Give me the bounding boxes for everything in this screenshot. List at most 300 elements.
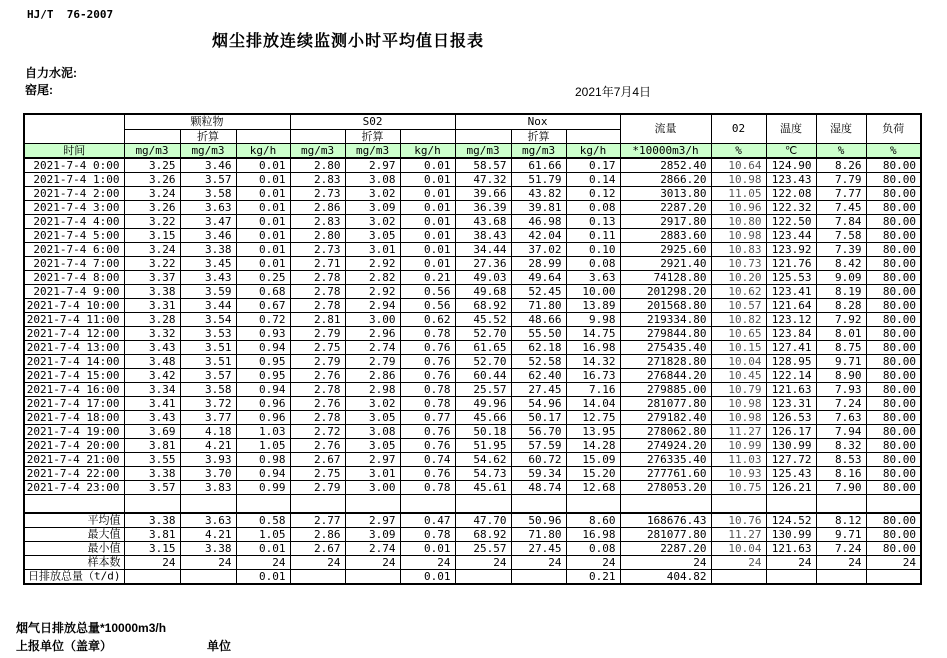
time-cell: 2021-7-4 6:00	[24, 243, 124, 257]
value-cell: 3.46	[180, 229, 236, 243]
value-cell: 10.04	[711, 541, 766, 555]
value-cell: 16.98	[566, 527, 620, 541]
company-label: 自力水泥:	[25, 66, 77, 80]
blank-cell	[711, 495, 766, 513]
data-row	[24, 243, 921, 257]
value-cell: 2.74	[345, 541, 400, 555]
value-cell: 0.62	[400, 313, 455, 327]
value-cell: 2.86	[290, 201, 345, 215]
value-cell: 42.04	[511, 229, 566, 243]
value-cell: 80.00	[866, 271, 921, 285]
page-title: 烟尘排放连续监测小时平均值日报表	[212, 33, 485, 50]
value-cell: 24	[400, 555, 455, 569]
value-cell: 3.43	[124, 411, 180, 425]
value-cell: 125.53	[766, 271, 816, 285]
value-cell: 7.24	[816, 397, 866, 411]
value-cell: 0.01	[400, 173, 455, 187]
value-cell: 4.21	[180, 439, 236, 453]
time-cell: 2021-7-4 23:00	[24, 481, 124, 495]
value-cell: 0.78	[400, 397, 455, 411]
value-cell: 8.53	[816, 453, 866, 467]
value-cell: 8.26	[816, 158, 866, 173]
value-cell: 2.82	[345, 271, 400, 285]
value-cell: 3.46	[180, 158, 236, 173]
value-cell: 2.92	[345, 257, 400, 271]
value-cell: 24	[511, 555, 566, 569]
value-cell: 10.04	[711, 355, 766, 369]
value-cell: 201298.20	[620, 285, 711, 299]
value-cell: 0.01	[400, 215, 455, 229]
value-cell: 9.71	[816, 355, 866, 369]
value-cell: 3.77	[180, 411, 236, 425]
value-cell: 0.01	[400, 541, 455, 555]
value-cell: 56.70	[511, 425, 566, 439]
value-cell: 277761.60	[620, 467, 711, 481]
value-cell: 2.97	[345, 513, 400, 528]
data-row	[24, 313, 921, 327]
value-cell: 2.74	[345, 341, 400, 355]
value-cell: 24	[290, 555, 345, 569]
value-cell: 0.01	[400, 201, 455, 215]
value-cell: 3.81	[124, 527, 180, 541]
value-cell: 123.12	[766, 313, 816, 327]
value-cell: 49.96	[455, 397, 511, 411]
value-cell: 8.90	[816, 369, 866, 383]
value-cell: 0.01	[400, 187, 455, 201]
value-cell: 0.10	[566, 243, 620, 257]
value-cell: 3.72	[180, 397, 236, 411]
value-cell: 3.09	[345, 201, 400, 215]
time-cell: 2021-7-4 11:00	[24, 313, 124, 327]
value-cell: 2.98	[345, 383, 400, 397]
value-cell: 39.66	[455, 187, 511, 201]
value-cell: 122.14	[766, 369, 816, 383]
value-cell: 2.80	[290, 229, 345, 243]
value-cell: 3.41	[124, 397, 180, 411]
value-cell	[124, 569, 180, 584]
unit-cell: kg/h	[566, 143, 620, 158]
value-cell: 80.00	[866, 369, 921, 383]
value-cell: 3.22	[124, 215, 180, 229]
value-cell: 2925.60	[620, 243, 711, 257]
data-row	[24, 187, 921, 201]
value-cell: 0.94	[236, 383, 290, 397]
value-cell: 2.67	[290, 541, 345, 555]
value-cell: 2.78	[290, 271, 345, 285]
value-cell: 7.94	[816, 425, 866, 439]
value-cell: 80.00	[866, 527, 921, 541]
value-cell: 11.27	[711, 425, 766, 439]
value-cell: 0.76	[400, 369, 455, 383]
value-cell: 3.63	[566, 271, 620, 285]
value-cell: 279885.00	[620, 383, 711, 397]
value-cell: 2.78	[290, 411, 345, 425]
blank-cell	[236, 495, 290, 513]
unit-label: 单位	[207, 639, 232, 653]
value-cell: 80.00	[866, 187, 921, 201]
value-cell: 2.80	[290, 158, 345, 173]
summary-label-cell	[24, 569, 124, 584]
value-cell: 0.78	[400, 383, 455, 397]
value-cell: 3.24	[124, 187, 180, 201]
value-cell: 49.03	[455, 271, 511, 285]
value-cell: 125.43	[766, 467, 816, 481]
value-cell: 10.45	[711, 369, 766, 383]
value-cell: 3.48	[124, 355, 180, 369]
value-cell: 80.00	[866, 243, 921, 257]
value-cell: 7.63	[816, 411, 866, 425]
value-cell: 24	[620, 555, 711, 569]
time-cell: 2021-7-4 12:00	[24, 327, 124, 341]
value-cell: 24	[124, 555, 180, 569]
value-cell: 1.05	[236, 439, 290, 453]
value-cell: 2.96	[345, 327, 400, 341]
value-cell: 2.86	[290, 527, 345, 541]
value-cell: 52.70	[455, 355, 511, 369]
value-cell: 27.45	[511, 383, 566, 397]
value-cell: 2287.20	[620, 201, 711, 215]
value-cell: 10.75	[711, 481, 766, 495]
value-cell: 7.58	[816, 229, 866, 243]
value-cell: 3.08	[345, 173, 400, 187]
value-cell: 3.57	[124, 481, 180, 495]
value-cell: 2.73	[290, 187, 345, 201]
value-cell: 3.00	[345, 481, 400, 495]
value-cell: 3.05	[345, 439, 400, 453]
value-cell: 3.09	[345, 527, 400, 541]
value-cell: 0.17	[566, 158, 620, 173]
time-cell: 2021-7-4 9:00	[24, 285, 124, 299]
value-cell: 2.81	[290, 313, 345, 327]
value-cell: 10.99	[711, 439, 766, 453]
unit-cell: kg/h	[236, 143, 290, 158]
unit-cell: mg/m3	[511, 143, 566, 158]
time-cell: 2021-7-4 14:00	[24, 355, 124, 369]
value-cell: 3.25	[124, 158, 180, 173]
value-cell: 124.52	[766, 513, 816, 528]
header-spacer	[400, 129, 455, 143]
blank-cell	[511, 495, 566, 513]
value-cell: 4.18	[180, 425, 236, 439]
value-cell: 0.56	[400, 285, 455, 299]
value-cell: 10.98	[711, 397, 766, 411]
summary-label: 样本数	[87, 555, 121, 569]
time-header: 时间	[24, 143, 124, 158]
value-cell: 9.71	[816, 527, 866, 541]
value-cell: 80.00	[866, 313, 921, 327]
value-cell: 3.58	[180, 187, 236, 201]
value-cell: 68.92	[455, 299, 511, 313]
value-cell: 3.00	[345, 313, 400, 327]
table-body	[24, 158, 921, 584]
value-cell: 2.79	[290, 481, 345, 495]
blank-cell	[180, 495, 236, 513]
value-cell: 50.17	[511, 411, 566, 425]
value-cell: 9.98	[566, 313, 620, 327]
value-cell: 2917.80	[620, 215, 711, 229]
value-cell: 2.79	[290, 327, 345, 341]
value-cell: 3.57	[180, 369, 236, 383]
time-cell: 2021-7-4 13:00	[24, 341, 124, 355]
value-cell: 80.00	[866, 355, 921, 369]
value-cell: 0.21	[400, 271, 455, 285]
converted-label-nox: 折算	[511, 129, 566, 143]
summary-label-cell	[24, 541, 124, 555]
value-cell: 219334.80	[620, 313, 711, 327]
value-cell: 54.62	[455, 453, 511, 467]
blank-cell	[455, 495, 511, 513]
value-cell: 127.72	[766, 453, 816, 467]
value-cell: 130.99	[766, 439, 816, 453]
station-label: 窑尾:	[25, 83, 53, 97]
time-cell: 2021-7-4 2:00	[24, 187, 124, 201]
value-cell: 126.21	[766, 481, 816, 495]
unit-cell: %	[711, 143, 766, 158]
value-cell: 3.83	[180, 481, 236, 495]
value-cell: 54.73	[455, 467, 511, 481]
value-cell: 0.01	[236, 243, 290, 257]
value-cell: 0.01	[400, 229, 455, 243]
value-cell: 3.32	[124, 327, 180, 341]
blank-cell	[766, 495, 816, 513]
time-cell: 2021-7-4 1:00	[24, 173, 124, 187]
value-cell: 3.70	[180, 467, 236, 481]
header-spacer	[455, 129, 511, 143]
value-cell	[711, 569, 766, 584]
header-flow: 流量	[620, 114, 711, 143]
value-cell: 2.79	[345, 355, 400, 369]
value-cell: 80.00	[866, 215, 921, 229]
value-cell: 2.73	[290, 243, 345, 257]
summary-row	[24, 541, 921, 555]
value-cell: 7.93	[816, 383, 866, 397]
value-cell: 0.94	[236, 467, 290, 481]
value-cell: 3.59	[180, 285, 236, 299]
reporting-unit-label: 上报单位（盖章）	[16, 639, 113, 653]
header-spacer	[124, 129, 180, 143]
blank-cell	[866, 495, 921, 513]
value-cell: 3.31	[124, 299, 180, 313]
value-cell: 0.72	[236, 313, 290, 327]
value-cell: 0.01	[400, 243, 455, 257]
value-cell: 2.83	[290, 215, 345, 229]
value-cell: 7.45	[816, 201, 866, 215]
value-cell: 61.66	[511, 158, 566, 173]
blank-cell	[124, 495, 180, 513]
value-cell: 24	[455, 555, 511, 569]
data-row	[24, 397, 921, 411]
value-cell: 10.98	[711, 173, 766, 187]
value-cell: 0.14	[566, 173, 620, 187]
value-cell: 3.51	[180, 355, 236, 369]
summary-row	[24, 513, 921, 528]
group-header-nox: Nox	[455, 114, 620, 129]
value-cell: 62.18	[511, 341, 566, 355]
value-cell: 7.90	[816, 481, 866, 495]
value-cell: 52.45	[511, 285, 566, 299]
value-cell: 16.73	[566, 369, 620, 383]
header-o2: 02	[711, 114, 766, 143]
time-cell: 2021-7-4 21:00	[24, 453, 124, 467]
value-cell: 3.01	[345, 467, 400, 481]
blank-cell	[620, 495, 711, 513]
blank-cell	[345, 495, 400, 513]
value-cell: 10.79	[711, 383, 766, 397]
value-cell: 123.92	[766, 243, 816, 257]
value-cell: 8.60	[566, 513, 620, 528]
value-cell: 3.43	[180, 271, 236, 285]
value-cell: 274924.20	[620, 439, 711, 453]
data-row	[24, 327, 921, 341]
value-cell: 279844.80	[620, 327, 711, 341]
group-header-so2: S02	[290, 114, 455, 129]
value-cell: 123.44	[766, 229, 816, 243]
value-cell: 0.01	[236, 201, 290, 215]
value-cell: 3.43	[124, 341, 180, 355]
data-row	[24, 467, 921, 481]
value-cell: 34.44	[455, 243, 511, 257]
value-cell: 13.89	[566, 299, 620, 313]
value-cell: 10.93	[711, 467, 766, 481]
value-cell: 278053.20	[620, 481, 711, 495]
flue-gas-total-note: 烟气日排放总量*10000m3/h	[16, 621, 167, 635]
time-cell: 2021-7-4 17:00	[24, 397, 124, 411]
blank-cell	[400, 495, 455, 513]
value-cell: 10.98	[711, 229, 766, 243]
value-cell: 0.77	[400, 411, 455, 425]
value-cell: 281077.80	[620, 527, 711, 541]
value-cell: 58.57	[455, 158, 511, 173]
value-cell: 46.98	[511, 215, 566, 229]
data-row	[24, 425, 921, 439]
value-cell: 80.00	[866, 173, 921, 187]
value-cell: 10.65	[711, 327, 766, 341]
blank-cell	[566, 495, 620, 513]
value-cell: 0.98	[236, 453, 290, 467]
value-cell: 7.92	[816, 313, 866, 327]
time-cell: 2021-7-4 15:00	[24, 369, 124, 383]
value-cell: 60.72	[511, 453, 566, 467]
value-cell: 2.83	[290, 173, 345, 187]
value-cell: 3.81	[124, 439, 180, 453]
data-row	[24, 271, 921, 285]
data-row	[24, 411, 921, 425]
value-cell: 48.74	[511, 481, 566, 495]
value-cell: 45.52	[455, 313, 511, 327]
value-cell: 2.76	[290, 397, 345, 411]
value-cell: 57.59	[511, 439, 566, 453]
value-cell: 4.21	[180, 527, 236, 541]
value-cell: 51.79	[511, 173, 566, 187]
value-cell: 12.75	[566, 411, 620, 425]
data-row	[24, 229, 921, 243]
value-cell: 10.73	[711, 257, 766, 271]
value-cell: 71.80	[511, 527, 566, 541]
value-cell: 0.01	[236, 187, 290, 201]
value-cell: 60.44	[455, 369, 511, 383]
summary-row	[24, 569, 921, 584]
value-cell: 13.95	[566, 425, 620, 439]
value-cell: 24	[766, 555, 816, 569]
blank-cell	[24, 495, 124, 513]
value-cell	[290, 569, 345, 584]
value-cell: 16.98	[566, 341, 620, 355]
value-cell: 3.63	[180, 513, 236, 528]
value-cell: 0.25	[236, 271, 290, 285]
data-row	[24, 369, 921, 383]
value-cell: 276844.20	[620, 369, 711, 383]
value-cell: 3.44	[180, 299, 236, 313]
value-cell: 8.16	[816, 467, 866, 481]
unit-header-row	[24, 143, 921, 158]
value-cell: 7.77	[816, 187, 866, 201]
blank-cell	[290, 495, 345, 513]
value-cell: 10.98	[711, 411, 766, 425]
value-cell: 201568.80	[620, 299, 711, 313]
summary-row	[24, 555, 921, 569]
value-cell: 2.78	[290, 285, 345, 299]
value-cell: 0.78	[400, 527, 455, 541]
summary-label: 日排放总量（t/d)	[28, 569, 121, 583]
value-cell: 3.45	[180, 257, 236, 271]
value-cell: 3.22	[124, 257, 180, 271]
value-cell: 80.00	[866, 299, 921, 313]
value-cell: 7.16	[566, 383, 620, 397]
value-cell: 121.63	[766, 383, 816, 397]
data-row	[24, 355, 921, 369]
value-cell: 8.12	[816, 513, 866, 528]
value-cell: 0.21	[566, 569, 620, 584]
value-cell: 8.75	[816, 341, 866, 355]
value-cell: 0.95	[236, 369, 290, 383]
value-cell: 2.92	[345, 285, 400, 299]
value-cell: 14.04	[566, 397, 620, 411]
data-row	[24, 383, 921, 397]
value-cell: 10.20	[711, 271, 766, 285]
value-cell: 68.92	[455, 527, 511, 541]
value-cell: 49.64	[511, 271, 566, 285]
data-row	[24, 299, 921, 313]
value-cell: 275435.40	[620, 341, 711, 355]
value-cell: 126.53	[766, 411, 816, 425]
data-row	[24, 257, 921, 271]
value-cell: 11.05	[711, 187, 766, 201]
value-cell: 130.99	[766, 527, 816, 541]
value-cell: 24	[816, 555, 866, 569]
value-cell: 126.17	[766, 425, 816, 439]
value-cell: 0.93	[236, 327, 290, 341]
value-cell: 37.02	[511, 243, 566, 257]
value-cell: 2.97	[345, 158, 400, 173]
value-cell: 7.39	[816, 243, 866, 257]
value-cell: 121.63	[766, 541, 816, 555]
value-cell: 54.96	[511, 397, 566, 411]
value-cell: 1.03	[236, 425, 290, 439]
blank-cell	[816, 495, 866, 513]
value-cell: 2.78	[290, 299, 345, 313]
value-cell: 71.80	[511, 299, 566, 313]
value-cell: 0.96	[236, 397, 290, 411]
value-cell: 3.38	[124, 285, 180, 299]
value-cell: 10.15	[711, 341, 766, 355]
time-cell: 2021-7-4 4:00	[24, 215, 124, 229]
value-cell: 24	[236, 555, 290, 569]
value-cell: 45.61	[455, 481, 511, 495]
value-cell: 2.78	[290, 383, 345, 397]
unit-cell: mg/m3	[345, 143, 400, 158]
value-cell: 2.67	[290, 453, 345, 467]
value-cell: 2.97	[345, 453, 400, 467]
